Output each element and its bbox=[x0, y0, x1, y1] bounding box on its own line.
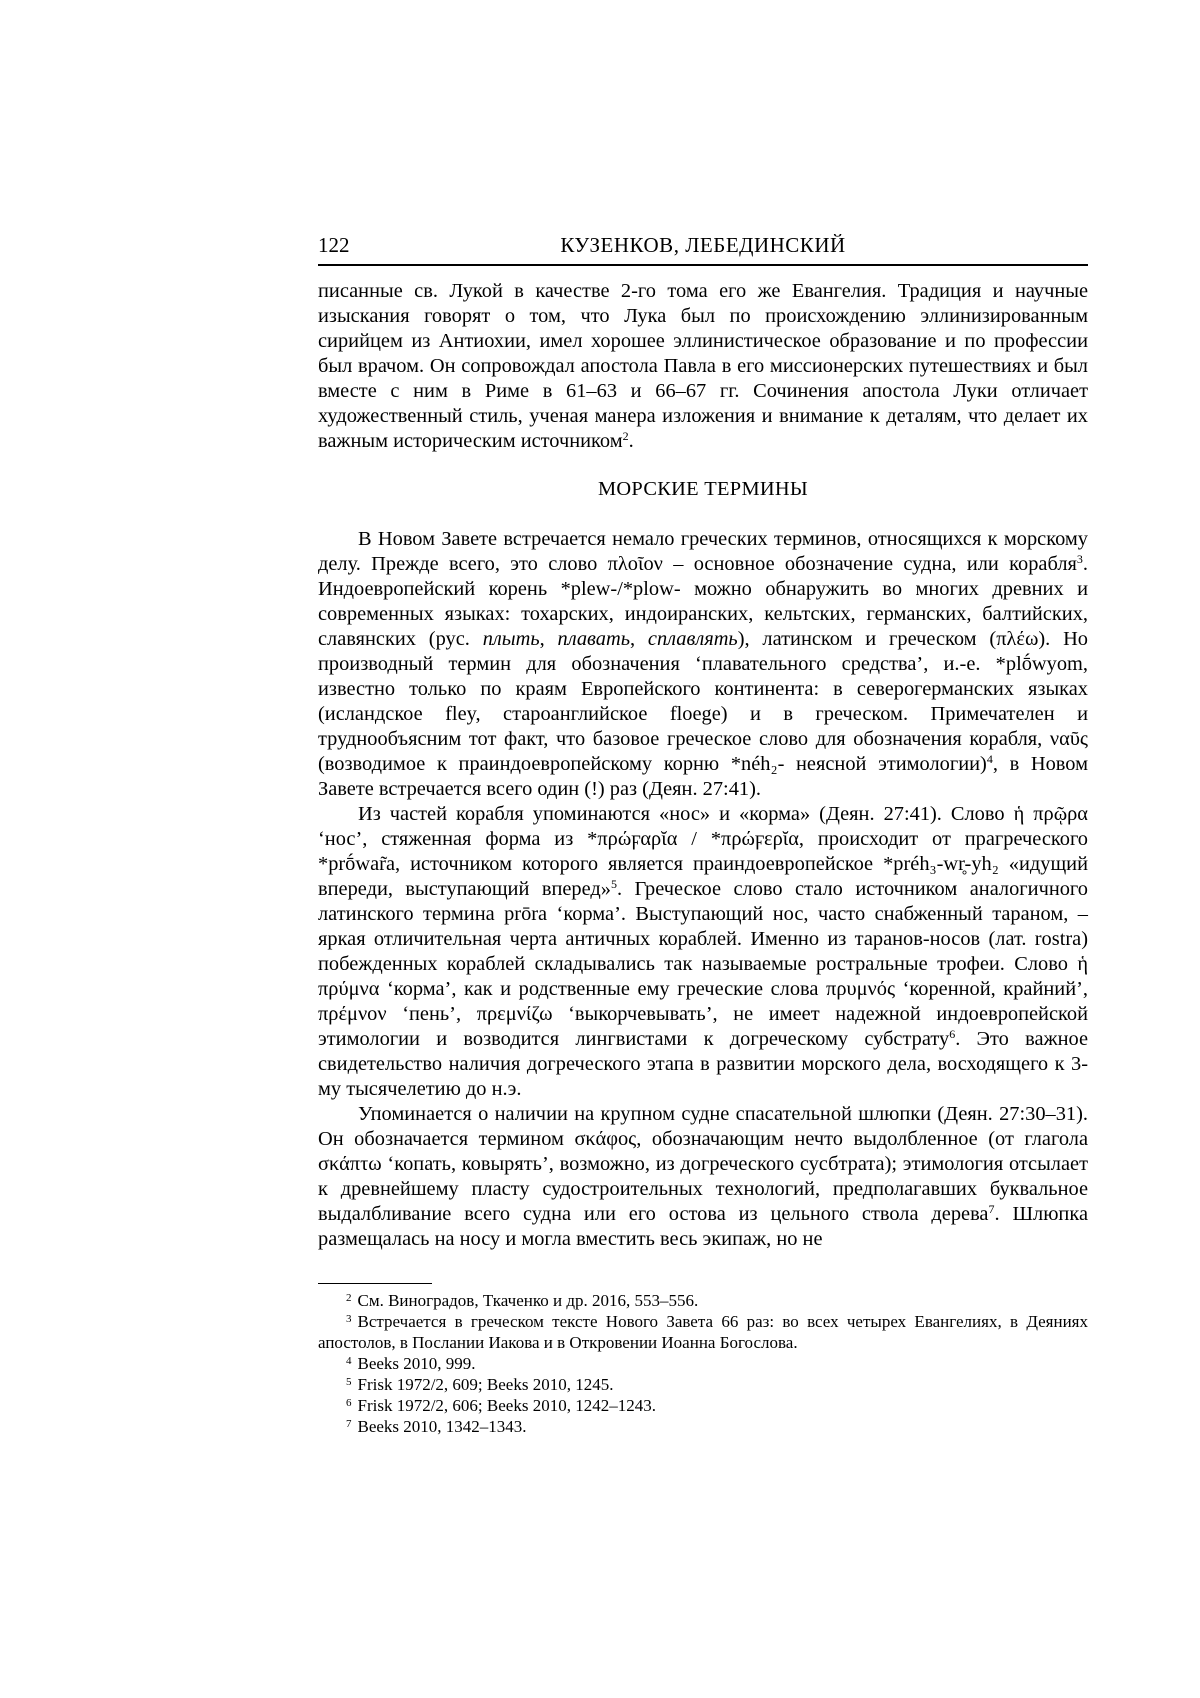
footnote-ref-6: 6 bbox=[949, 1027, 955, 1041]
footnote-number: 2 bbox=[346, 1292, 352, 1304]
footnote bbox=[318, 1311, 1088, 1353]
term-plavat: плавать bbox=[558, 628, 630, 650]
footnote-text: Встречается в греческом тексте Нового Завета 66 раз: во всех четырех Евангелиях, в Деяниях апостолов, в Послании Иакова и в Откровении Иоанна Богослова. bbox=[318, 1312, 1088, 1352]
paragraph-2 bbox=[318, 527, 1088, 802]
footnotes bbox=[318, 1290, 1088, 1437]
footnote-text: Frisk 1972/2, 606; Beeks 2010, 1242–1243. bbox=[358, 1396, 656, 1415]
paragraph-3-part-a: Из частей корабля упоминаются «нос» и «корма» (Деян. 27:41). Слово ἡ πρῷρα ‘нос’, стяженная форма из *πρώϝαρῐα / *πρώϝερῐα, происходит от прагреческого *prṓwar̃a, источником которого является праиндоевропейское *préh₃-wr̥-yh₂ «идущий впереди, выступающий вперед» bbox=[318, 803, 1088, 900]
paragraph-4-part-a: Упоминается о наличии на крупном судне спасательной шлюпки (Деян. 27:30–31). Он обозначается термином σκάφος, обозначающим нечто выдолбленное (от глагола σκάπτω ‘копать, ковырять’, возможно, из догреческого сусбтрата); этимология отсылает к древнейшему пласту судостроительных технологий, предполагавших буквальное выдалбливание всего судна или его остова из цельного ствола дерева bbox=[318, 1103, 1088, 1225]
paragraph-2-part-c: ), латинском и греческом (πλέω). Но производный термин для обозначения ‘плавательного средства’, и.-е. *plṓwyom, известно только по краям Европейского континента: в северогерманских языках (исландское fley, староанглийское floege) и в греческом. Примечателен и труднообъясним тот факт, что базовое греческое слово для обозначения корабля, ναῦς (возводимое к праиндоевропейскому корню *néh₂- неясной этимологии) bbox=[318, 628, 1088, 775]
main-text bbox=[318, 279, 1088, 1252]
paragraph-3-part-c: . Это важное свидетельство наличия догреческого этапа в развитии морского дела, восходящего к 3-му тысячелетию до н.э. bbox=[318, 1028, 1088, 1100]
footnote bbox=[318, 1290, 1088, 1311]
running-head: КУЗЕНКОВ, ЛЕБЕДИНСКИЙ bbox=[318, 233, 1088, 258]
paragraph-2-part-a: В Новом Завете встречается немало греческих терминов, относящихся к морскому делу. Прежде всего, это слово πλοῖον – основное обозначение судна, или корабля bbox=[318, 528, 1088, 575]
paragraph-1-text: писанные св. Лукой в качестве 2-го тома его же Евангелия. Традиция и научные изыскания говорят о том, что Лука был по происхождению эллинизированным сирийцем из Антиохии, имел хорошее эллинистическое образование и по профессии был врачом. Он сопровождал апостола Павла в его миссионерских путешествиях и был вместе с ним в Риме в 61–63 и 66–67 гг. Сочинения апостола Луки отличает художественный стиль, ученая манера изложения и внимание к деталям, что делает их важным историческим источником bbox=[318, 280, 1088, 452]
term-plyt: плыть bbox=[483, 628, 540, 650]
term-splavlyat: сплавлять bbox=[648, 628, 738, 650]
footnote-ref-7: 7 bbox=[988, 1202, 994, 1216]
paragraph-1-tail: . bbox=[629, 430, 634, 452]
footnote-separator bbox=[318, 1283, 432, 1284]
paragraph-3 bbox=[318, 802, 1088, 1102]
page-header bbox=[318, 230, 1088, 266]
footnote-text: Beeks 2010, 999. bbox=[358, 1354, 476, 1373]
footnote bbox=[318, 1353, 1088, 1374]
footnote bbox=[318, 1395, 1088, 1416]
paragraph-1 bbox=[318, 279, 1088, 454]
footnote-ref-5: 5 bbox=[611, 877, 617, 891]
section-title: МОРСКИЕ ТЕРМИНЫ bbox=[318, 477, 1088, 502]
footnote-ref-4: 4 bbox=[987, 752, 993, 766]
footnote bbox=[318, 1416, 1088, 1437]
footnote-text: Beeks 2010, 1342–1343. bbox=[358, 1417, 527, 1436]
footnote-number: 4 bbox=[346, 1355, 352, 1367]
paragraph-2-part-d: , в Новом Завете встречается всего один (!) раз (Деян. 27:41). bbox=[318, 753, 1088, 800]
footnote bbox=[318, 1374, 1088, 1395]
separator-2: , bbox=[630, 628, 648, 650]
footnote-number: 5 bbox=[346, 1376, 352, 1388]
page bbox=[0, 0, 1200, 1698]
paragraph-4 bbox=[318, 1102, 1088, 1252]
footnote-ref-3: 3 bbox=[1077, 552, 1083, 566]
footnote-number: 6 bbox=[346, 1397, 352, 1409]
footnote-number: 7 bbox=[346, 1418, 352, 1430]
footnote-number: 3 bbox=[346, 1313, 352, 1325]
paragraph-3-part-b: . Греческое слово стало источником аналогичного латинского термина prōra ‘корма’. Выступающий нос, часто снабженный тараном, – яркая отличительная черта античных кораблей. Именно из таранов-носов (лат. rostra) побежденных кораблей складывались так называемые ростральные трофеи. Слово ἡ πρύμνα ‘корма’, как и родственные ему греческие слова πρυμνός ‘коренной, крайний’, πρέμνον ‘пень’, πρεμνίζω ‘выкорчевывать’, не имеет надежной индоевропейской этимологии и возводится лингвистами к догреческому субстрату bbox=[318, 878, 1088, 1050]
footnote-text: Frisk 1972/2, 609; Beeks 2010, 1245. bbox=[358, 1375, 614, 1394]
footnote-text: См. Виноградов, Ткаченко и др. 2016, 553–556. bbox=[358, 1291, 699, 1310]
footnote-ref-2: 2 bbox=[623, 429, 629, 443]
page-number: 122 bbox=[318, 233, 350, 258]
paragraph-2-part-b: . Индоевропейский корень *plew-/*plow- можно обнаружить во многих древних и современных языках: тохарских, индоиранских, кельтских, германских, балтийских, славянских (рус. bbox=[318, 553, 1088, 650]
paragraph-4-part-b: . Шлюпка размещалась на носу и могла вместить весь экипаж, но не bbox=[318, 1203, 1088, 1250]
separator-1: , bbox=[540, 628, 558, 650]
